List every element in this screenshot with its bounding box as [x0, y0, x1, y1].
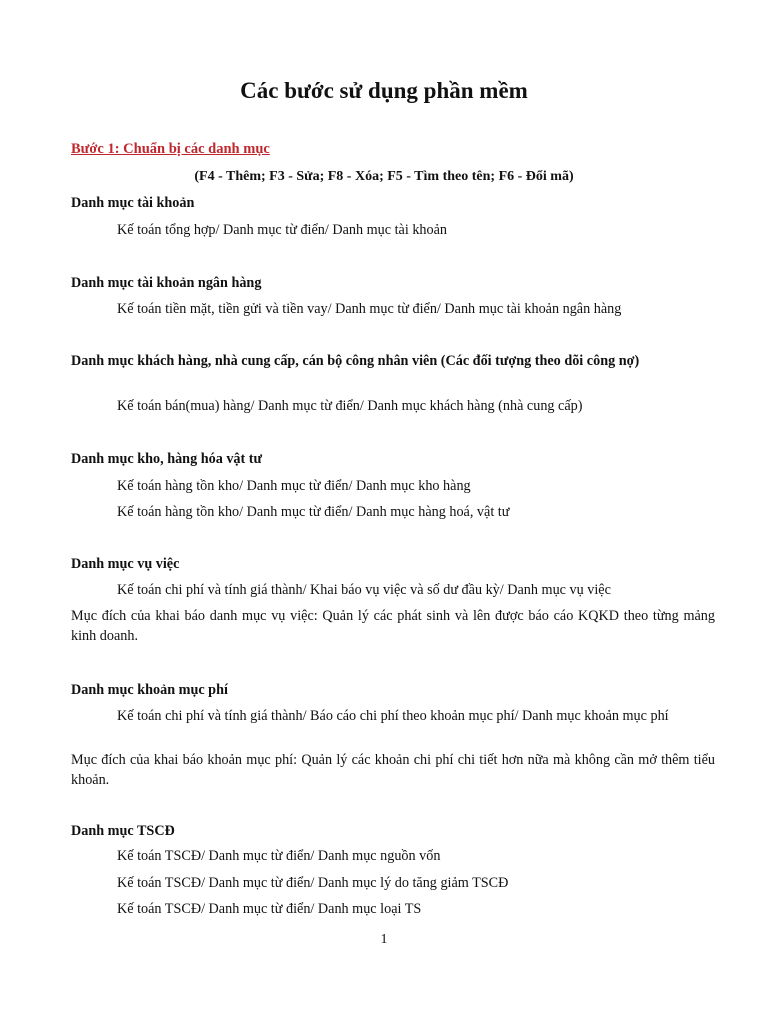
menu-path-capital-sources: Kế toán TSCĐ/ Danh mục từ điển/ Danh mục nguồn vốn [117, 848, 441, 864]
section-heading-warehouse: Danh mục kho, hàng hóa vật tư [71, 451, 263, 467]
menu-path-expense-items: Kế toán chi phí và tính giá thành/ Báo cáo chi phí theo khoản mục phí/ Danh mục khoản mục phí [117, 708, 669, 724]
keyboard-shortcuts-note: (F4 - Thêm; F3 - Sửa; F8 - Xóa; F5 - Tìm theo tên; F6 - Đổi mã) [194, 169, 574, 184]
page-title: Các bước sử dụng phần mềm [240, 78, 528, 103]
section-heading-accounts: Danh mục tài khoản [71, 195, 195, 211]
section-heading-fixed-assets: Danh mục TSCĐ [71, 823, 175, 839]
page-number: 1 [380, 932, 388, 947]
cases-purpose-note: Mục đích của khai báo danh mục vụ việc: Quản lý các phát sinh và lên được báo cáo KQKD theo từng mảng kinh doanh. [71, 608, 715, 644]
menu-path-goods: Kế toán hàng tồn kho/ Danh mục từ điển/ Danh mục hàng hoá, vật tư [117, 504, 510, 520]
section-heading-bank-accounts: Danh mục tài khoản ngân hàng [71, 275, 262, 291]
menu-path-accounts: Kế toán tổng hợp/ Danh mục từ điển/ Danh mục tài khoản [117, 222, 448, 238]
section-heading-customers: Danh mục khách hàng, nhà cung cấp, cán bộ công nhân viên (Các đối tượng theo dõi công nợ) [71, 353, 640, 369]
expense-items-purpose-note: Mục đích của khai báo khoản mục phí: Quản lý các khoản chi phí chi tiết hơn nữa mà không cần mở thêm tiểu khoản. [71, 752, 715, 788]
menu-path-warehouse: Kế toán hàng tồn kho/ Danh mục từ điển/ Danh mục kho hàng [117, 478, 471, 494]
menu-path-bank-accounts: Kế toán tiền mặt, tiền gửi và tiền vay/ Danh mục từ điển/ Danh mục tài khoản ngân hàng [117, 301, 622, 317]
menu-path-asset-types: Kế toán TSCĐ/ Danh mục từ điển/ Danh mục loại TS [117, 901, 422, 917]
step-1-heading: Bước 1: Chuẩn bị các danh mục [71, 141, 270, 157]
menu-path-customers: Kế toán bán(mua) hàng/ Danh mục từ điển/ Danh mục khách hàng (nhà cung cấp) [117, 398, 583, 414]
menu-path-asset-change-reasons: Kế toán TSCĐ/ Danh mục từ điển/ Danh mục lý do tăng giảm TSCĐ [117, 875, 509, 891]
section-heading-expense-items: Danh mục khoản mục phí [71, 682, 228, 698]
section-heading-cases: Danh mục vụ việc [71, 556, 180, 572]
menu-path-cases: Kế toán chi phí và tính giá thành/ Khai báo vụ việc và số dư đầu kỳ/ Danh mục vụ việc [117, 582, 611, 598]
